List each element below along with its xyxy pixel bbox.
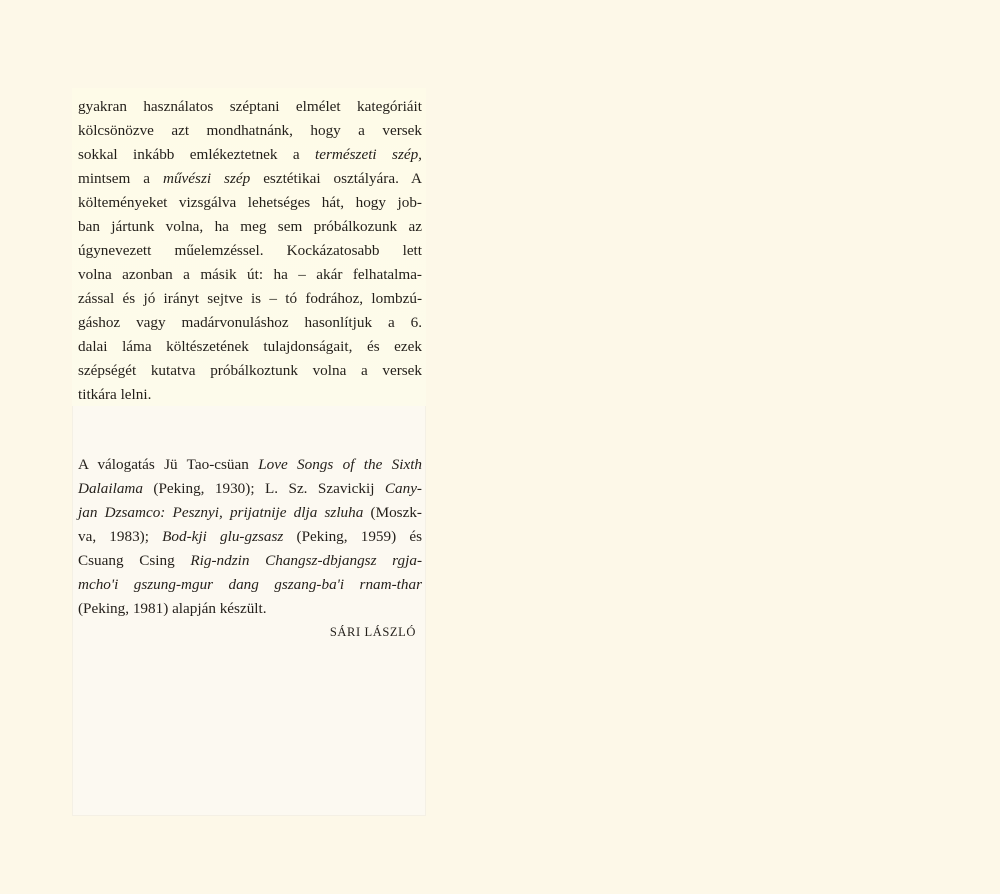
text-run: va, 1983);: [78, 528, 163, 545]
text-line: [78, 477, 422, 501]
text-line: kölcsönözve azt mondhatnánk, hogy a versek: [78, 122, 422, 139]
text-line: dalai láma költészetének tulajdonságait, és ezek: [78, 338, 422, 355]
text-run: Csuang Csing: [78, 552, 191, 569]
text-line: [78, 501, 422, 525]
italic-run: természeti szép,: [315, 146, 422, 163]
text-line: [78, 573, 422, 597]
text-run: mintsem a: [78, 170, 163, 187]
italic-run: Rig-ndzin Changsz-dbjangsz rgja-: [190, 552, 422, 569]
text-line: volna azonban a másik út: ha – akár felhatalma-: [78, 266, 422, 283]
text-run: sokkal inkább emlékeztetnek a: [78, 146, 316, 163]
text-line: titkára lelni.: [78, 386, 152, 403]
text-line: ban jártunk volna, ha meg sem próbálkozunk az: [78, 218, 422, 235]
text-run: A válogatás Jü Tao-csüan: [78, 456, 259, 473]
italic-run: Love Songs of the Sixth: [258, 456, 423, 473]
italic-run: Dalailama: [78, 480, 143, 497]
main-paragraph: [78, 95, 422, 407]
text-line: (Peking, 1981) alapján készült.: [78, 600, 267, 617]
text-line: zással és jó irányt sejtve is – tó fodrához, lombzú-: [78, 290, 422, 307]
italic-run: mcho'i gszung-mgur dang gszang-ba'i rnam-thar: [78, 576, 422, 593]
text-line: [78, 167, 422, 191]
text-line: úgynevezett műelemzéssel. Kockázatosabb lett: [78, 242, 422, 259]
text-line: szépségét kutatva próbálkoztunk volna a versek: [78, 362, 422, 379]
sources-paragraph: [78, 453, 422, 621]
text-run: (Peking, 1930); L. Sz. Szavickij: [142, 480, 385, 497]
text-line: [78, 525, 422, 549]
text-run: (Peking, 1959) és: [283, 528, 422, 545]
text-line: [78, 549, 422, 573]
italic-run: Cany-: [384, 480, 422, 497]
italic-run: művészi szép: [163, 170, 251, 187]
italic-run: jan Dzsamco: Pesznyi, prijatnije dlja szluha: [78, 504, 364, 521]
text-line: [78, 143, 422, 167]
text-line: gáshoz vagy madárvonuláshoz hasonlítjuk a 6.: [78, 314, 422, 331]
author-signature: SÁRI LÁSZLÓ: [329, 625, 416, 639]
text-run: esztétikai osztályára. A: [250, 170, 422, 187]
book-page-scan: [72, 88, 426, 816]
text-run: (Moszk-: [363, 504, 422, 521]
text-line: [78, 453, 422, 477]
italic-run: Bod-kji glu-gzsasz: [162, 528, 284, 545]
text-line: költeményeket vizsgálva lehetséges hát, hogy job-: [78, 194, 422, 211]
text-line: gyakran használatos széptani elmélet kategóriáit: [78, 98, 422, 115]
